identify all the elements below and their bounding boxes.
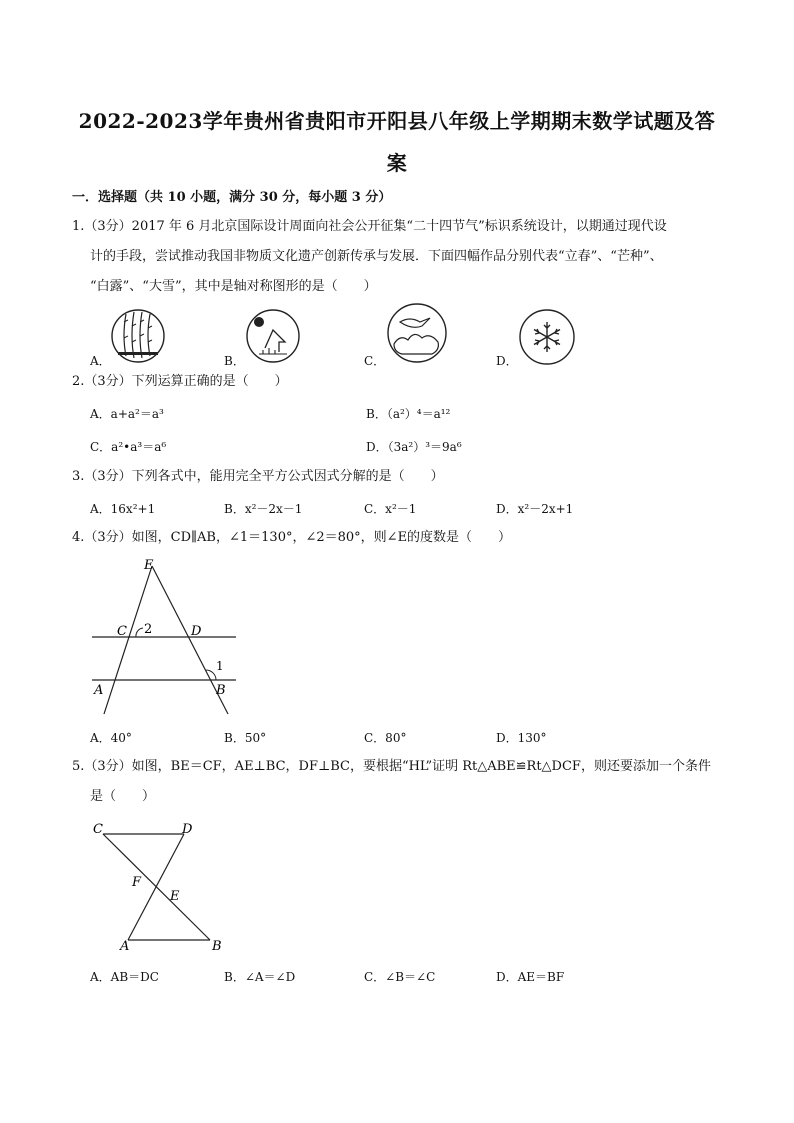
angle-2-arc — [136, 628, 143, 637]
label-c: C — [117, 624, 127, 639]
q5-text-1: 5.（3分）如图，BE＝CF，AE⊥BC，DF⊥BC，要根据“HL”证明 Rt△ABE≌Rt△DCF，则还要添加一个条件 — [72, 759, 711, 774]
q5-text-2: 是（ ） — [90, 789, 156, 804]
q1-text-1: 1.（3分）2017 年 6 月北京国际设计周面向社会公开征集“二十四节气”标识系统设计，以期通过现代设 — [72, 219, 667, 234]
question-3-text: 3.（3分）下列各式中，能用完全平方公式因式分解的是（ ） — [72, 469, 444, 484]
q4-option-c[interactable]: C．80° — [364, 731, 407, 745]
q2-option-c[interactable]: C．a²•a³＝a⁶ — [90, 440, 167, 454]
q3-option-c[interactable]: C．x²－1 — [364, 502, 417, 516]
label-1: 1 — [216, 659, 224, 673]
mangzhong-emblem-image — [245, 308, 301, 364]
bailu-emblem-image — [386, 302, 448, 364]
label-b: B — [212, 939, 222, 954]
label-f: F — [132, 875, 142, 890]
q1-option-c[interactable]: C． — [364, 354, 386, 368]
daxue-emblem-image — [518, 308, 576, 366]
q1-option-b[interactable]: B． — [224, 354, 245, 368]
q1-option-d[interactable]: D． — [496, 354, 518, 368]
title-line-2: 案 — [386, 151, 408, 175]
q5-option-b[interactable]: B．∠A＝∠D — [224, 970, 296, 984]
question-4-text: 4.（3分）如图，CD∥AB，∠1＝130°，∠2＝80°，则∠E的度数是（ ） — [72, 530, 512, 545]
q2-option-b[interactable]: B．（a²）⁴＝a¹² — [366, 407, 451, 421]
label-2: 2 — [144, 622, 153, 637]
label-a: A — [94, 683, 104, 698]
question-1 — [72, 212, 728, 302]
question-5 — [72, 752, 728, 812]
label-b: B — [216, 683, 226, 698]
q3-option-a[interactable]: A．16x²+1 — [90, 502, 156, 516]
paper-title — [60, 100, 734, 184]
q3-option-b[interactable]: B．x²－2x－1 — [224, 502, 303, 516]
q4-option-d[interactable]: D．130° — [496, 731, 547, 745]
q3-option-d[interactable]: D．x²－2x+1 — [496, 502, 574, 516]
label-a: A — [120, 939, 130, 954]
q4-option-a[interactable]: A．40° — [90, 731, 132, 745]
q5-option-a[interactable]: A．AB＝DC — [90, 970, 159, 984]
q2-option-d[interactable]: D．（3a²）³＝9a⁶ — [366, 440, 462, 454]
label-d: D — [182, 822, 193, 837]
lichun-emblem-image — [110, 308, 166, 364]
q1-option-a[interactable]: A． — [90, 354, 111, 368]
section-heading: 一．选择题（共 10 小题，满分 30 分，每小题 3 分） — [72, 190, 392, 205]
q4-option-b[interactable]: B．50° — [224, 731, 267, 745]
title-line-1: 2022-2023学年贵州省贵阳市开阳县八年级上学期期末数学试题及答 — [78, 109, 716, 133]
q5-figure — [88, 818, 236, 954]
label-e: E — [170, 889, 180, 904]
q5-option-d[interactable]: D．AE＝BF — [496, 970, 565, 984]
line-ea — [104, 566, 152, 714]
label-c: C — [93, 822, 103, 837]
question-2-text: 2.（3分）下列运算正确的是（ ） — [72, 374, 288, 389]
label-e: E — [144, 558, 154, 573]
q4-figure — [86, 556, 246, 718]
q1-text-2: 计的手段，尝试推动我国非物质文化遗产创新传承与发展．下面四幅作品分别代表“立春”、“芒种”、 — [90, 249, 663, 264]
label-d: D — [191, 624, 202, 639]
q5-option-c[interactable]: C．∠B＝∠C — [364, 970, 436, 984]
q1-text-3: “白露”、“大雪”，其中是轴对称图形的是（ ） — [90, 279, 377, 294]
q2-option-a[interactable]: A．a+a²＝a³ — [90, 407, 164, 421]
